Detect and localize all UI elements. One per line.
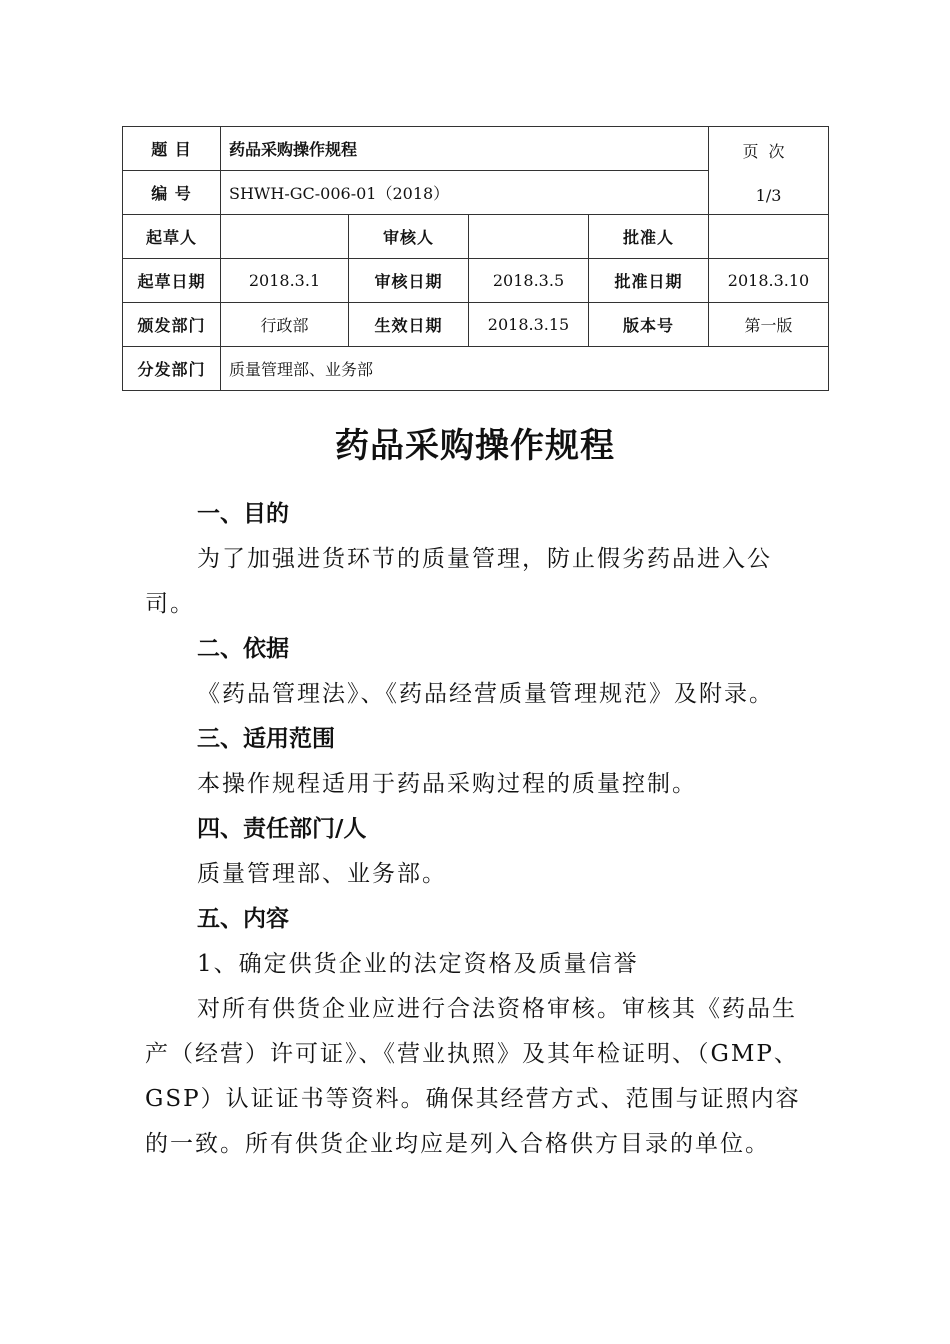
section-heading: 五、内容 (197, 906, 289, 932)
issue-dept: 行政部 (221, 303, 349, 347)
drafter-value (221, 215, 349, 259)
page-label: 页次 (742, 141, 795, 161)
version-label: 版本号 (589, 303, 709, 347)
section-heading: 三、适用范围 (197, 726, 335, 752)
section-heading: 二、依据 (197, 636, 289, 662)
page-number: 1/3 (755, 185, 782, 205)
title-label: 题 目 (123, 127, 221, 171)
document-header-table (122, 126, 829, 391)
document-body (145, 492, 805, 1167)
approver-label: 批准人 (589, 215, 709, 259)
number-value: SHWH-GC-006-01（2018） (221, 171, 709, 215)
approve-date-label: 批准日期 (589, 259, 709, 303)
number-label: 编 号 (123, 171, 221, 215)
review-date-label: 审核日期 (349, 259, 469, 303)
section-text: 对所有供货企业应进行合法资格审核。审核其《药品生产（经营）许可证》、《营业执照》及其年检证明、（GMP、GSP）认证证书等资料。确保其经营方式、范围与证照内容的一致。所有供货企业均应是列入合格供方目录的单位。 (145, 996, 801, 1157)
approver-value (709, 215, 829, 259)
reviewer-label: 审核人 (349, 215, 469, 259)
drafter-label: 起草人 (123, 215, 221, 259)
approve-date: 2018.3.10 (709, 259, 829, 303)
page-cell (709, 127, 829, 215)
title-value: 药品采购操作规程 (221, 127, 709, 171)
section-text: 为了加强进货环节的质量管理，防止假劣药品进入公司。 (145, 546, 772, 617)
version: 第一版 (709, 303, 829, 347)
subsection-heading: 1、确定供货企业的法定资格及质量信誉 (197, 951, 639, 977)
effective-date: 2018.3.15 (469, 303, 589, 347)
distribution: 质量管理部、业务部 (221, 347, 829, 391)
issue-dept-label: 颁发部门 (123, 303, 221, 347)
effective-date-label: 生效日期 (349, 303, 469, 347)
review-date: 2018.3.5 (469, 259, 589, 303)
document-title: 药品采购操作规程 (335, 426, 615, 466)
reviewer-value (469, 215, 589, 259)
draft-date-label: 起草日期 (123, 259, 221, 303)
section-text: 《药品管理法》、《药品经营质量管理规范》及附录。 (197, 681, 774, 707)
distribution-label: 分发部门 (123, 347, 221, 391)
section-text: 质量管理部、业务部。 (197, 861, 447, 887)
section-heading: 四、责任部门/人 (197, 816, 367, 842)
section-text: 本操作规程适用于药品采购过程的质量控制。 (197, 771, 697, 797)
draft-date: 2018.3.1 (221, 259, 349, 303)
section-heading: 一、目的 (197, 501, 289, 527)
